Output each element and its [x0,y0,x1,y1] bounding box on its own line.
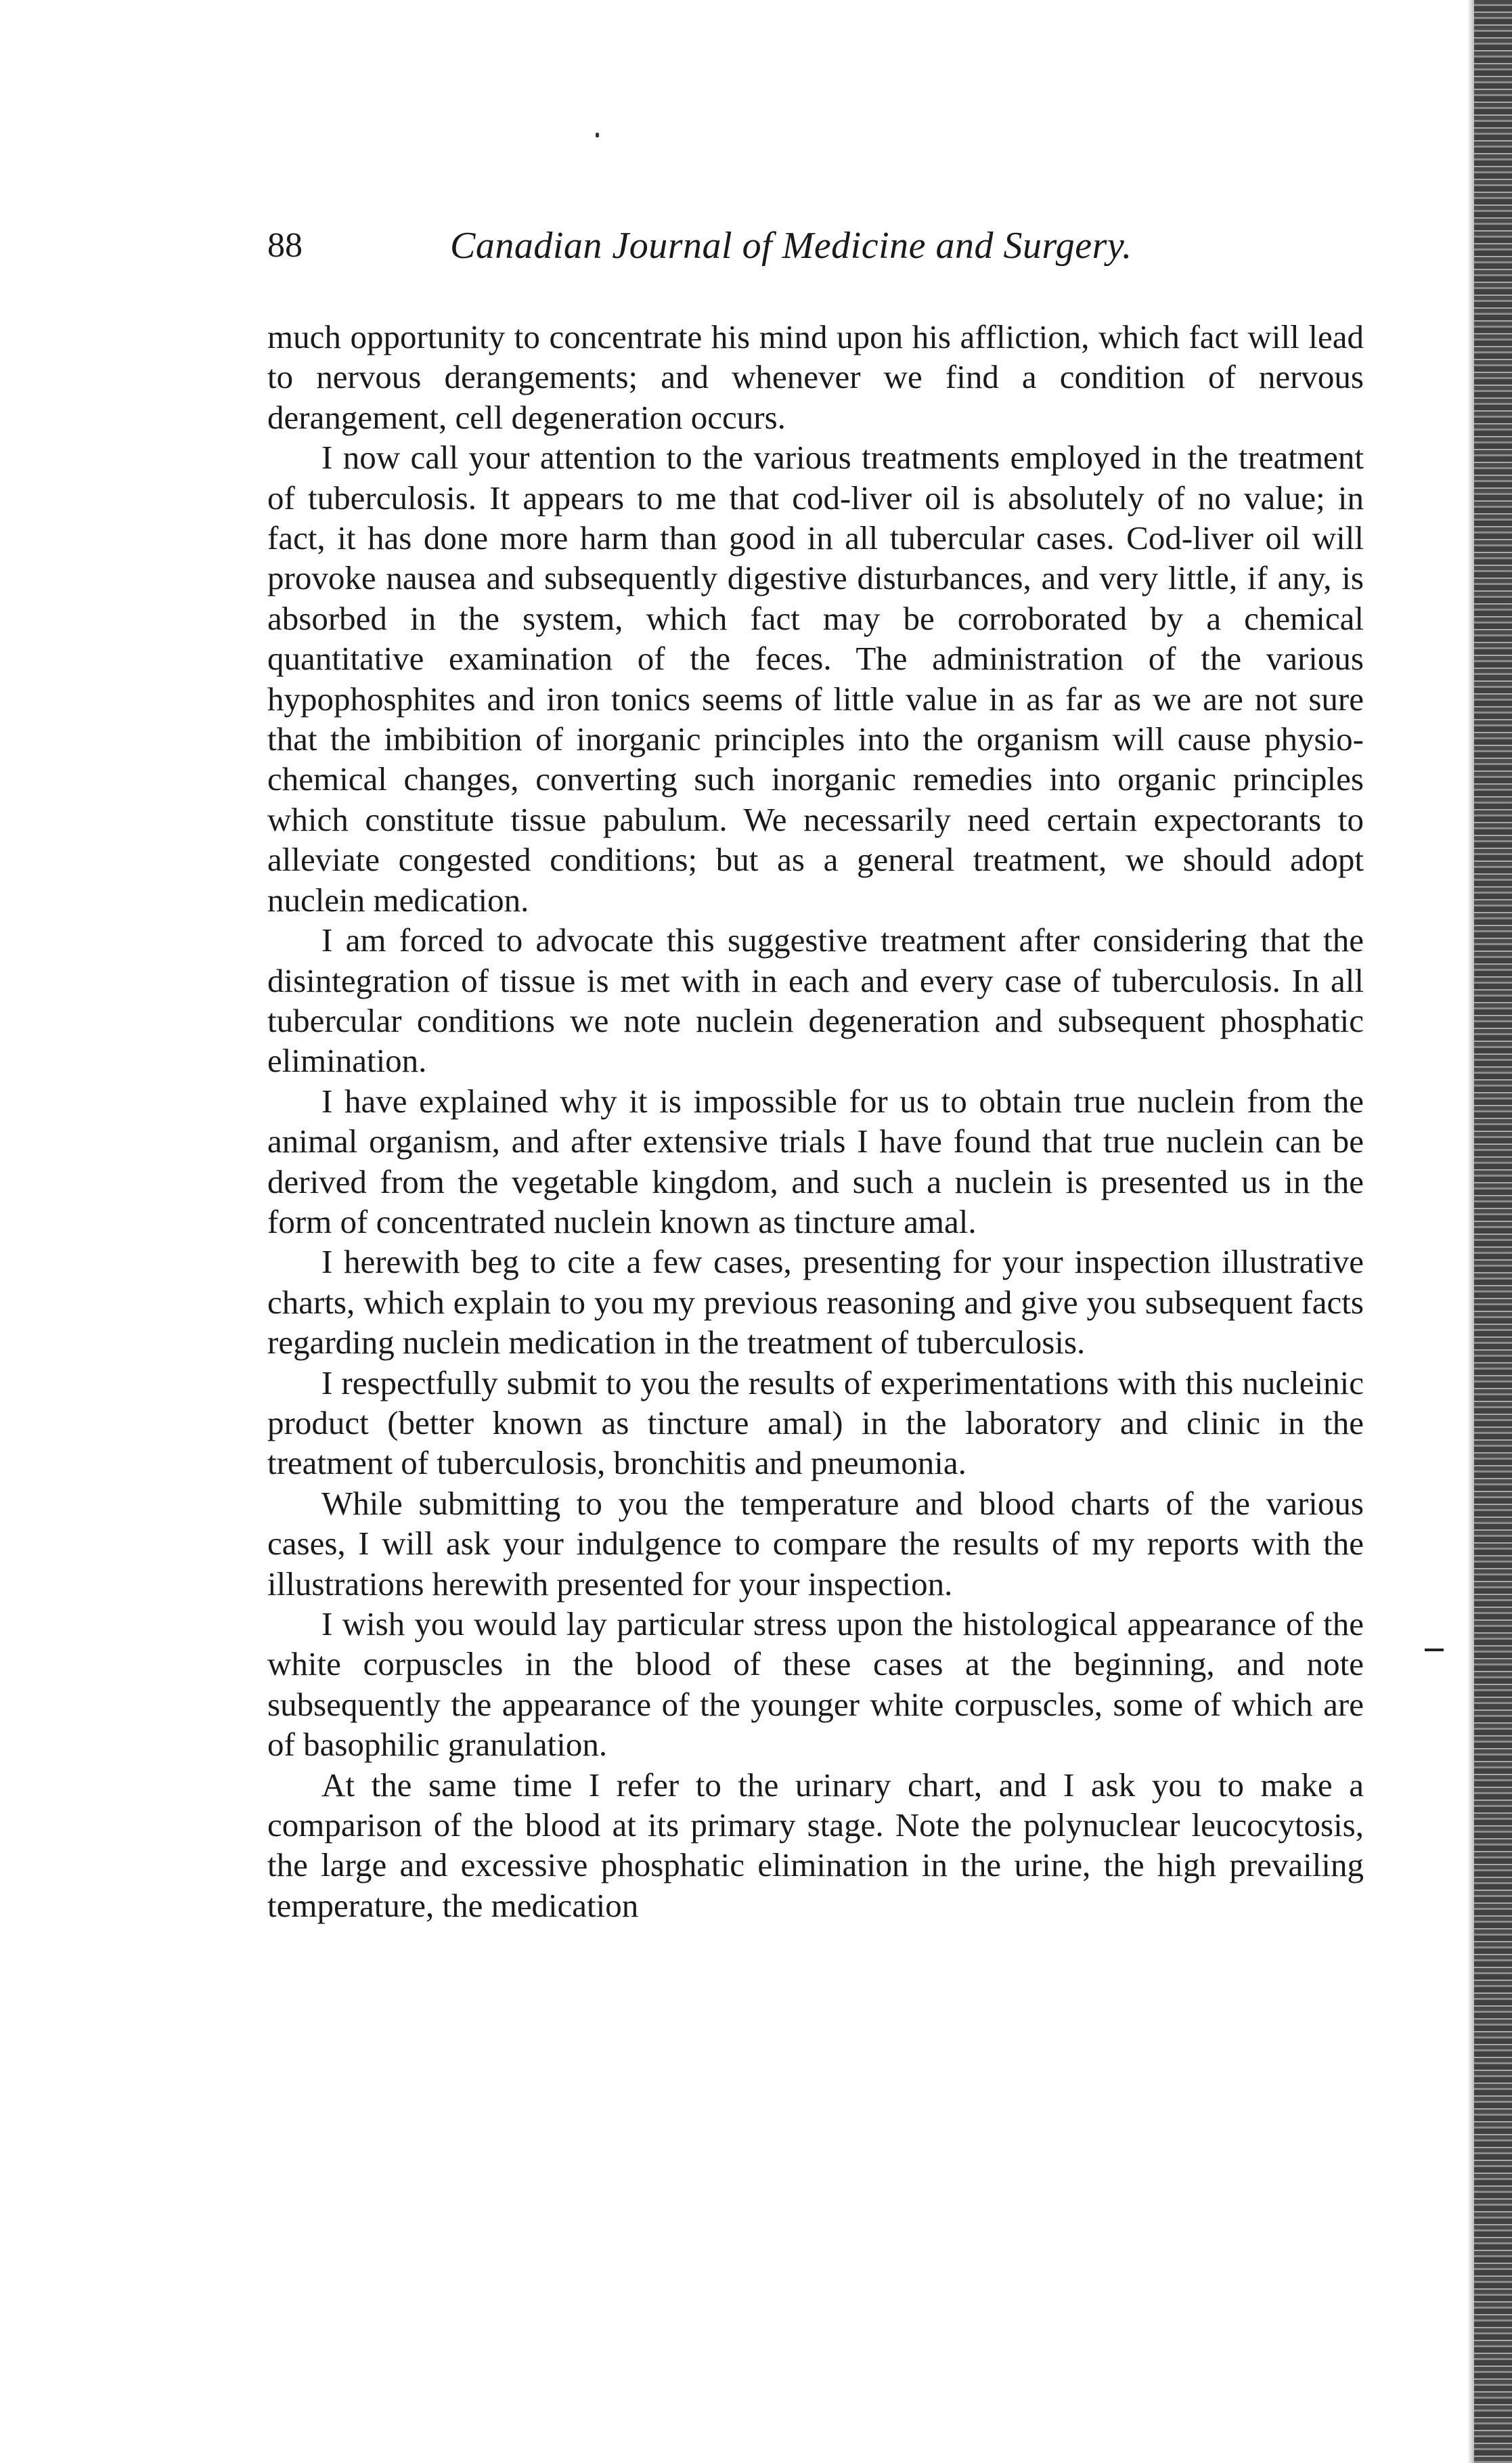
page-number: 88 [267,226,303,265]
paragraph-6: I respectfully submit to you the results of experimentations with this nucleinic product (better known as tincture amal) in the laboratory and clinic in the treatment of tuberculosis, bronchitis and pneumonia. [267,1364,1364,1482]
print-speck [596,133,599,137]
paragraph-7: While submitting to you the temperature and blood charts of the various cases, I will ask your indulgence to compare the results of my reports with the illustrations herewith presented for your inspection. [267,1484,1364,1603]
paragraph-9: At the same time I refer to the urinary chart, and I ask you to make a comparison of the blood at its primary stage. Note the polynuclear leucocytosis, the large and excessive phosphatic elimination in the urine, the high prevailing temperature, the medication [267,1766,1364,1924]
paragraph-1: much opportunity to concentrate his mind upon his affliction, which fact will lead to nervous derangements; and whenever we find a condition of nervous derangement, cell degeneration occurs. [267,318,1364,436]
paragraph-8: I wish you would lay particular stress upon the histological appearance of the white corpuscles in the blood of these cases at the beginning, and note subsequently the appearance of the younger white corpuscles, some of which are of basophilic granulation. [267,1605,1364,1764]
paragraph-2: I now call your attention to the various treatments employed in the treatment of tuberculosis. It appears to me that cod-liver oil is absolutely of no value; in fact, it has done more harm than good in all tubercular cases. Cod-liver oil will provoke nausea and subsequently digestive disturbances, and very little, if any, is absorbed in the system, which fact may be corroborated by a chemical quantitative examination of the feces. The administration of the various hypophosphites and iron tonics seems of little value in as far as we are not sure that the imbibition of inorganic principles into the organism will cause physio-chemical changes, converting such inorganic remedies into organic principles which constitute tissue pabulum. We necessarily need certain expectorants to alleviate congested conditions; but as a general treatment, we should adopt nuclein medication. [267,439,1364,919]
paragraph-5: I herewith beg to cite a few cases, presenting for your inspection illustrative charts, which explain to you my previous reasoning and give you subsequent facts regarding nuclein medication in the treatment of tuberculosis. [267,1243,1364,1361]
running-title: Canadian Journal of Medicine and Surgery. [450,225,1132,267]
page-header [267,215,1377,276]
scan-binding-edge [1474,0,1512,2463]
paragraph-4: I have explained why it is impossible for us to obtain true nuclein from the animal organism, and after extensive trials I have found that true nuclein can be derived from the vegetable kingdom, and such a nuclein is presented us in the form of concentrated nuclein known as tincture amal. [267,1082,1364,1240]
body-text [267,317,1364,1925]
scan-edge-shadow [1467,0,1474,2463]
paragraph-3: I am forced to advocate this suggestive treatment after considering that the disintegration of tissue is met with in each and every case of tuberculosis. In all tubercular conditions we note nuclein degeneration and subsequent phosphatic elimination. [267,921,1364,1080]
margin-dash [1425,1649,1444,1651]
